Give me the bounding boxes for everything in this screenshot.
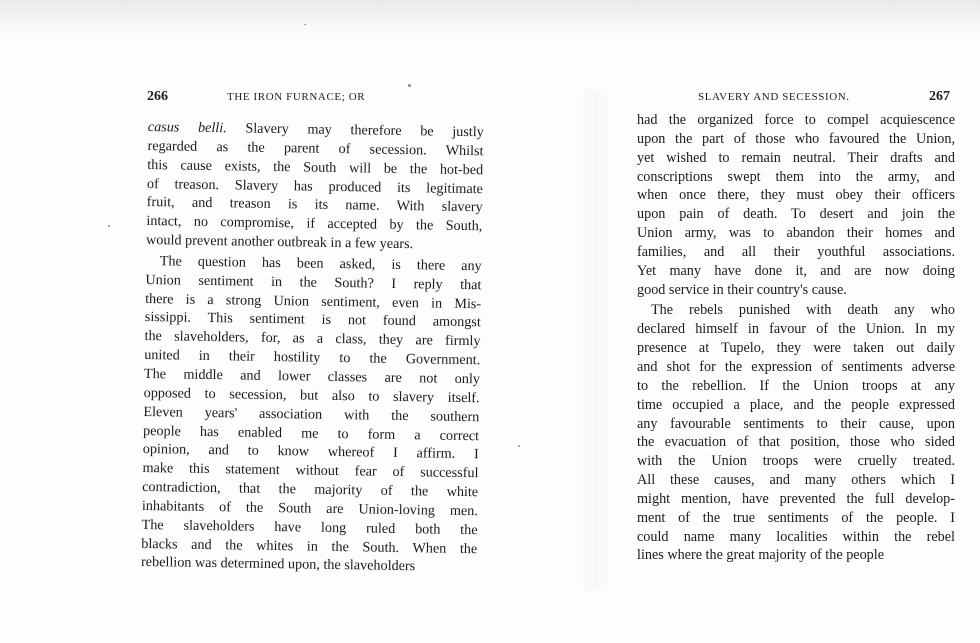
text-line [637, 471, 955, 490]
line-text: people has enabled me to form a correct [142, 422, 480, 444]
line-text: The middle and lower classes are not only [143, 365, 481, 388]
text-line [637, 377, 955, 396]
right-page-body [637, 111, 955, 565]
line-text: presence at Tupelo, they were taken out daily [637, 340, 955, 357]
text-line [637, 433, 955, 452]
text-line [637, 281, 955, 300]
book-gutter [578, 90, 612, 590]
left-page-number: 266 [147, 89, 168, 104]
line-text: lines where the great majority of the people [637, 547, 885, 564]
text-line [637, 339, 955, 358]
line-text: could name many localities within the rebel [637, 528, 955, 545]
text-line [637, 186, 955, 205]
text-line [637, 509, 955, 528]
line-text: contradiction, that the majority of the white [142, 478, 479, 501]
line-text: The slaveholders have long ruled both the [141, 516, 478, 538]
line-text: intact, no compromise, if accepted by the South, [146, 213, 483, 235]
text-line [637, 149, 955, 168]
line-text: declared himself in favour of the Union. In my [637, 321, 955, 338]
line-text: the slaveholders, for, as a class, they are firmly [144, 328, 481, 350]
text-line [637, 111, 955, 130]
line-text: Eleven years' association with the southern [143, 403, 480, 425]
line-text: to the rebellion. If the Union troops at any [637, 377, 955, 394]
line-text: might mention, have prevented the full develop- [637, 490, 955, 507]
text-line [637, 320, 955, 339]
text-line [637, 205, 955, 224]
line-text: blacks and the whites in the South. When the [141, 535, 478, 557]
text-line [637, 224, 955, 243]
line-text: All these causes, and many others which I [637, 472, 955, 489]
line-text: ment of the true sentiments of the people. I [637, 509, 955, 526]
line-text: families, and all their youthful associations. [637, 243, 955, 260]
text-line [637, 546, 955, 565]
line-text: when once there, they must obey their officers [637, 187, 955, 204]
text-line [637, 452, 955, 471]
line-text: Yet many have done it, and are now doing [637, 262, 955, 279]
scan-speck [518, 445, 520, 447]
right-page-number: 267 [929, 89, 950, 104]
scan-speck [304, 24, 306, 25]
line-text: make this statement without fear of successful [142, 460, 479, 482]
line-text: yet wished to remain neutral. Their drafts and [637, 149, 955, 166]
line-text: regarded as the parent of secession. Whilst [147, 137, 484, 160]
line-text: opinion, and to know whereof I affirm. I [142, 441, 479, 463]
line-text: Union sentiment in the South? I reply that [145, 271, 482, 294]
left-running-head: THE IRON FURNACE; OR [227, 91, 366, 103]
line-text: upon pain of death. To desert and join the [637, 206, 955, 223]
text-line [637, 262, 955, 281]
text-line [637, 528, 955, 547]
scan-speck [108, 225, 110, 227]
line-text: united in their hostility to the Government. [144, 347, 481, 369]
line-text: of treason. Slavery has produced its legitimate [146, 175, 484, 197]
text-line [637, 130, 955, 149]
text-line [637, 490, 955, 509]
text-line [637, 243, 955, 262]
line-text: inhabitants of the South are Union-loving men. [141, 497, 478, 520]
italic-phrase: casus belli. [147, 118, 227, 137]
text-line [637, 168, 955, 187]
text-line [637, 301, 955, 320]
line-text: had the organized force to compel acquiescence [637, 112, 955, 128]
line-text: with the Union troops were cruelly treated. [637, 453, 955, 470]
line-text: rebellion was determined upon, the slaveholders [140, 554, 416, 575]
text-line [637, 396, 955, 415]
text-line [637, 415, 955, 434]
text-line [637, 358, 955, 377]
line-text: Slavery may therefore be justly [226, 120, 484, 141]
line-text: sissippi. This sentiment is not found amongst [144, 309, 481, 331]
scan-top-shadow [0, 0, 980, 40]
line-text: The question has been asked, is there any [159, 253, 482, 275]
line-text: this cause exists, the South will be the hot-bed [147, 156, 484, 178]
line-text: conscriptions swept them into the army, and [637, 168, 955, 185]
right-running-head: SLAVERY AND SECESSION. [698, 91, 850, 103]
line-text: there is a strong Union sentiment, even in Mis- [145, 290, 482, 312]
line-text: any favourable sentiments to their cause, upon [637, 415, 955, 432]
line-text: good service in their country's cause. [637, 281, 847, 298]
line-text: upon the part of those who favoured the Union, [637, 130, 955, 147]
line-text: Union army, was to abandon their homes and [637, 225, 955, 242]
line-text: and shot for the expression of sentiments adverse [637, 358, 955, 375]
line-text: fruit, and treason is its name. With slavery [146, 194, 483, 216]
line-text: The rebels punished with death any who [651, 302, 955, 319]
line-text: time occupied a place, and the people expressed [637, 396, 955, 413]
line-text: would prevent another outbreak in a few years. [145, 232, 414, 253]
left-page-body [141, 118, 484, 577]
scan-speck [408, 84, 411, 87]
line-text: opposed to secession, but also to slavery itself. [143, 384, 480, 407]
line-text: the evacuation of that position, those who sided [637, 434, 955, 451]
